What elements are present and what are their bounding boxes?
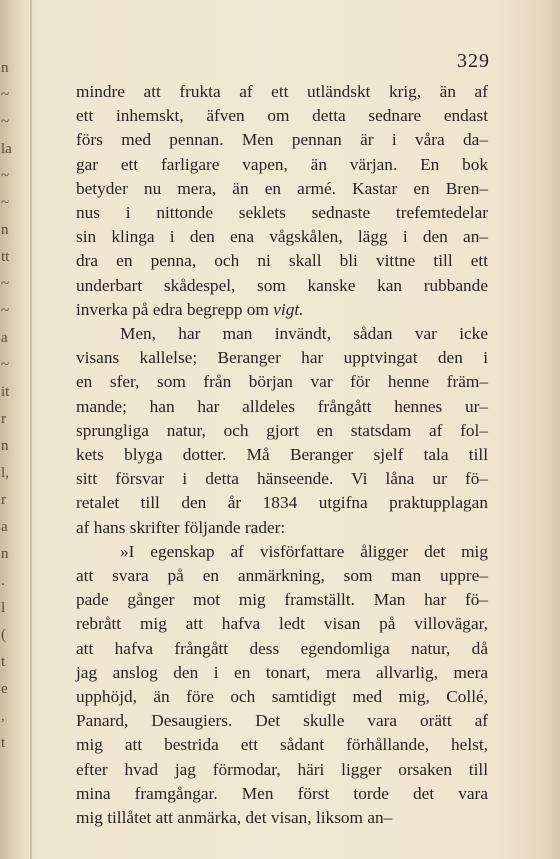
- margin-fragment: n: [1, 546, 9, 562]
- text-line: »I egenskap af visförfattare åligger det mig: [120, 541, 488, 561]
- margin-fragment: ~: [1, 114, 10, 130]
- text-line: pade gånger mot mig framställt. Man har fö–: [76, 590, 488, 610]
- text-line: att hafva frångått dess egendomliga natur, då: [76, 638, 488, 658]
- text-line: en sfer, som från början var för henne främ–: [76, 372, 488, 392]
- margin-fragment: it: [1, 384, 10, 400]
- margin-fragment: t: [1, 735, 6, 751]
- text-line: betyder nu mera, än en armé. Kastar en Bren–: [76, 178, 488, 198]
- margin-fragment: n: [1, 60, 9, 76]
- text-line: sprungliga natur, och gjort en statsdam af fol–: [76, 420, 488, 440]
- margin-fragment: l,: [1, 465, 9, 481]
- margin-fragment: a: [1, 519, 8, 535]
- margin-fragment: ~: [1, 357, 10, 373]
- text-line: underbart skådespel, som kanske kan rubbande: [76, 275, 488, 295]
- text-line: mina framgångar. Men först torde det vara: [76, 783, 488, 803]
- margin-fragment: l: [1, 600, 6, 616]
- text-line: af hans skrifter följande rader:: [76, 517, 286, 537]
- margin-fragment: tt: [1, 249, 10, 265]
- text-line: retalet till den år 1834 utgifna praktupplagan: [76, 493, 488, 513]
- margin-fragment: .: [1, 573, 5, 589]
- emphasized-word: vigt.: [273, 299, 304, 319]
- text-line: förs med pennan. Men pennan är i våra da–: [76, 130, 488, 150]
- margin-fragment: ~: [1, 87, 10, 103]
- page-number: 329: [457, 50, 490, 72]
- margin-fragment: ,: [1, 708, 5, 724]
- text-line: nus i nittonde seklets sednaste trefemtedelar: [76, 203, 488, 222]
- margin-fragment: n: [1, 438, 9, 454]
- text-line: kets blyga dotter. Må Beranger sjelf tala till: [76, 445, 488, 464]
- margin-fragment: a: [1, 330, 8, 346]
- margin-fragment: ~: [1, 168, 10, 184]
- text-line: mig att bestrida ett sådant förhållande, helst,: [76, 735, 488, 755]
- margin-fragment: (: [1, 627, 6, 643]
- margin-fragment: r: [1, 411, 6, 427]
- margin-fragment: e: [1, 681, 8, 697]
- text-line: jag anslog den i en tonart, mera allvarlig, mera: [76, 662, 488, 682]
- text-line: mindre att frukta af ett utländskt krig, än af: [76, 82, 488, 101]
- text-line: ett inhemskt, äfven om detta sednare endast: [76, 106, 488, 126]
- text-line: dra en penna, och ni skall bli vittne till ett: [76, 251, 488, 271]
- page-fold-line: [30, 0, 32, 859]
- text-line: sin klinga i den ena vågskålen, lägg i den an–: [76, 227, 488, 247]
- text-line: mande; han har alldeles frångått hennes ur–: [76, 396, 488, 416]
- margin-fragment: ~: [1, 276, 10, 292]
- margin-fragment: ~: [1, 303, 10, 319]
- text-line: gar ett farligare vapen, än värjan. En bok: [76, 154, 488, 174]
- text-line: mig tillåtet att anmärka, det visan, liksom an–: [76, 808, 393, 827]
- text-line: sitt försvar i detta hänseende. Vi låna ur fö–: [76, 469, 488, 489]
- text-line: inverka på edra begrepp om vigt.: [76, 299, 304, 319]
- text-line: efter hvad jag förmodar, häri ligger orsaken till: [76, 759, 488, 779]
- text-line: rebrått mig att hafva ledt visan på villovägar,: [76, 614, 488, 634]
- text-line: Men, har man invändt, sådan var icke: [120, 324, 488, 343]
- text-line: Panard, Desaugiers. Det skulle vara orätt af: [76, 711, 488, 731]
- text-line: att svara på en anmärkning, som man uppre–: [76, 566, 488, 585]
- margin-fragment: r: [1, 492, 6, 508]
- margin-fragment: t: [1, 654, 6, 670]
- margin-fragment: n: [1, 222, 9, 238]
- margin-fragment: ~: [1, 195, 10, 211]
- text-line: upphöjd, än före och samtidigt med mig, Collé,: [76, 687, 488, 706]
- margin-fragment: la: [1, 141, 12, 157]
- text-line: visans kallelse; Beranger har upptvingat den i: [76, 348, 488, 368]
